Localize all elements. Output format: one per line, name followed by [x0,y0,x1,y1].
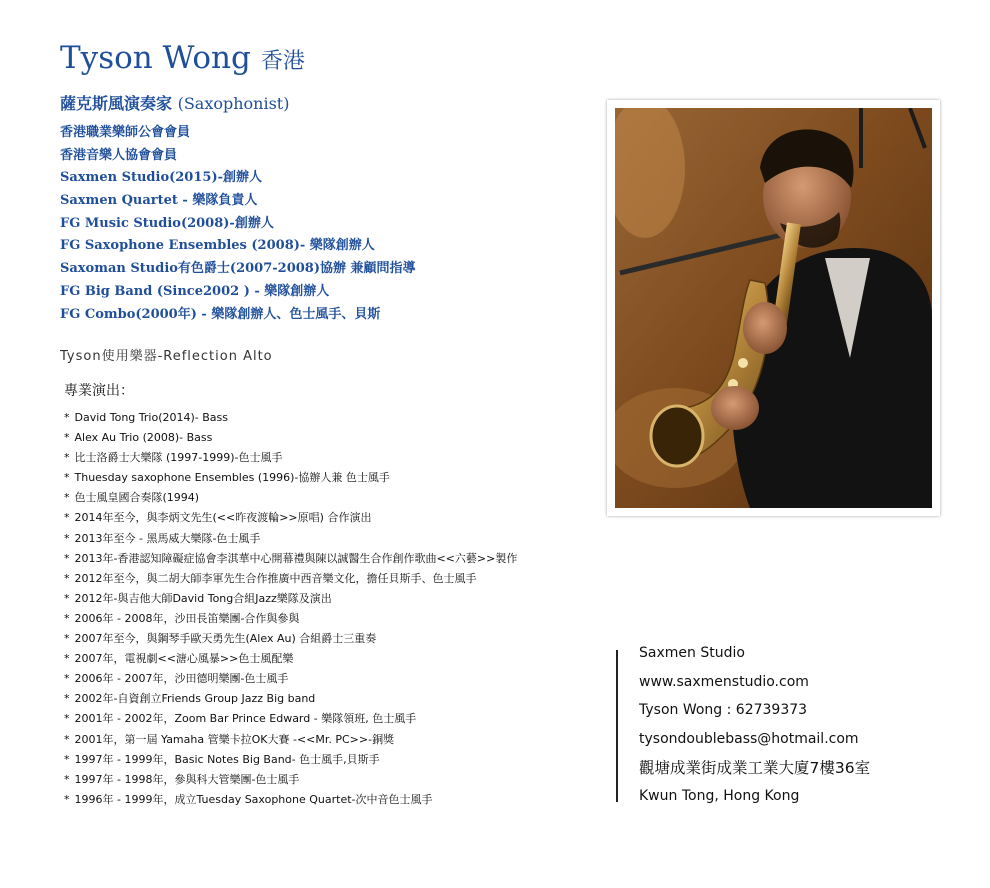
performance-item [64,691,517,711]
performances-heading: 專業演出： [64,383,134,399]
membership-item: Saxmen Quartet - 樂隊負責人 [60,193,258,209]
contact-address-english: Kwun Tong, Hong Kong [639,788,800,805]
performance-item [64,591,517,611]
bullet-star: * [64,411,70,424]
bullet-star: * [64,652,70,666]
membership-item: FG Music Studio(2008)-創辦人 [60,215,274,231]
bullet-star: * [64,611,70,625]
performance-text: 2001年，第一屆 Yamaha 管樂卡拉OK大賽 -<<Mr. PC>>-銅獎 [74,732,395,746]
bullet-star: * [64,571,70,585]
performance-item [64,551,517,571]
contact-website[interactable]: www.saxmenstudio.com [639,673,809,690]
performance-item [64,410,517,430]
performance-text: 2002年-自資創立Friends Group Jazz Big band [74,692,316,706]
contact-email[interactable]: tysondoublebass@hotmail.com [639,731,859,748]
artist-location: 香港 [260,49,305,74]
membership-item: FG Saxophone Ensembles (2008)- 樂隊創辦人 [60,238,375,254]
performance-item [64,571,517,591]
bullet-star: * [64,471,70,485]
performance-text: 2006年 - 2008年，沙田長笛樂團-合作與參與 [74,611,300,625]
bullet-star: * [64,792,70,806]
page-title [60,40,305,76]
bullet-star: * [64,451,70,465]
contact-studio: Saxmen Studio [639,645,745,661]
performance-text: Thuesday saxophone Ensembles (1996)-協辦人兼 色士風手 [74,471,390,485]
bullet-star: * [64,591,70,605]
bullet-star: * [64,632,70,646]
membership-item: FG Big Band (Since2002 ) - 樂隊創辦人 [60,283,330,299]
performance-item [64,510,517,530]
bullet-star: * [64,672,70,686]
performance-list [64,410,517,812]
instrument-note: Tyson使用樂器-Reflection Alto [60,349,273,364]
bullet-star: * [64,752,70,766]
membership-list [60,124,416,328]
bullet-star: * [64,551,70,565]
performance-text: 1997年 - 1998年，參與科大管樂團-色士風手 [74,772,300,786]
artist-role [60,91,289,114]
bullet-star: * [64,732,70,746]
contact-phone: Tyson Wong : 62739373 [639,702,808,719]
contact-block [639,643,870,815]
membership-item: Saxmen Studio(2015)-創辦人 [60,170,262,186]
performance-text: 2013年-香港認知障礙症協會李淇華中心開幕禮與陳以誠醫生合作創作歌曲<<六藝>>製作 [74,551,518,565]
performance-item [64,611,517,631]
role-english: (Saxophonist) [177,94,290,113]
performance-text: 2014年至今，與李炳文先生(<<昨夜渡輪>>原唱) 合作演出 [74,511,372,525]
performance-text: 2007年，電視劇<<溏心風暴>>色士風配樂 [74,652,294,666]
bullet-star: * [64,491,70,505]
artist-photo [607,100,940,516]
membership-item: FG Combo(2000年) - 樂隊創辦人、色士風手、貝斯 [60,306,381,322]
membership-item: 香港職業樂師公會會員 [60,125,191,140]
bullet-star: * [64,531,70,545]
artist-name: Tyson Wong [60,40,251,76]
performance-item [64,450,517,470]
performance-text: 2013年至今 - 黑馬威大樂隊-色士風手 [74,531,261,545]
performance-item [64,732,517,752]
contact-address-chinese: 觀塘成業街成業工業大廈7樓36室 [639,758,871,777]
performance-text: 2001年 - 2002年，Zoom Bar Prince Edward - 樂隊領班, 色士風手 [74,712,417,726]
performance-item [64,752,517,772]
performance-item [64,470,517,490]
performance-text: 2012年至今，與二胡大師李軍先生合作推廣中西音樂文化，擔任貝斯手、色士風手 [74,571,477,585]
bullet-star: * [64,692,70,706]
bullet-star: * [64,431,70,445]
performance-text: David Tong Trio(2014)- Bass [74,411,228,424]
performance-item [64,651,517,671]
saxophonist-photo-illustration [615,108,932,508]
performance-item [64,631,517,651]
performance-item [64,792,517,812]
performance-text: 2012年-與吉他大師David Tong合組Jazz樂隊及演出 [74,591,332,605]
performance-text: 1996年 - 1999年，成立Tuesday Saxophone Quartet-次中音色士風手 [74,792,433,806]
performance-item [64,711,517,731]
performance-text: 2007年至今，與鋼琴手歐天勇先生(Alex Au) 合組爵士三重奏 [74,632,377,646]
performance-text: 比士洛爵士大樂隊 (1997-1999)-色士風手 [74,451,283,465]
performance-item [64,490,517,510]
bullet-star: * [64,712,70,726]
performance-text: 色士風皇國合奏隊(1994) [74,491,200,505]
role-chinese: 薩克斯風演奏家 [60,94,173,113]
performance-item [64,531,517,551]
performance-text: Alex Au Trio (2008)- Bass [74,431,213,445]
membership-item: Saxoman Studio有色爵士(2007-2008)協辦 兼顧問指導 [60,261,416,277]
performance-item [64,430,517,450]
contact-divider [616,650,618,802]
performance-text: 2006年 - 2007年，沙田德明樂團-色士風手 [74,672,289,686]
bullet-star: * [64,511,70,525]
bullet-star: * [64,772,70,786]
performance-item [64,772,517,792]
membership-item: 香港音樂人協會會員 [60,147,178,163]
performance-text: 1997年 - 1999年，Basic Notes Big Band- 色士風手,貝斯手 [74,752,380,766]
performance-item [64,671,517,691]
